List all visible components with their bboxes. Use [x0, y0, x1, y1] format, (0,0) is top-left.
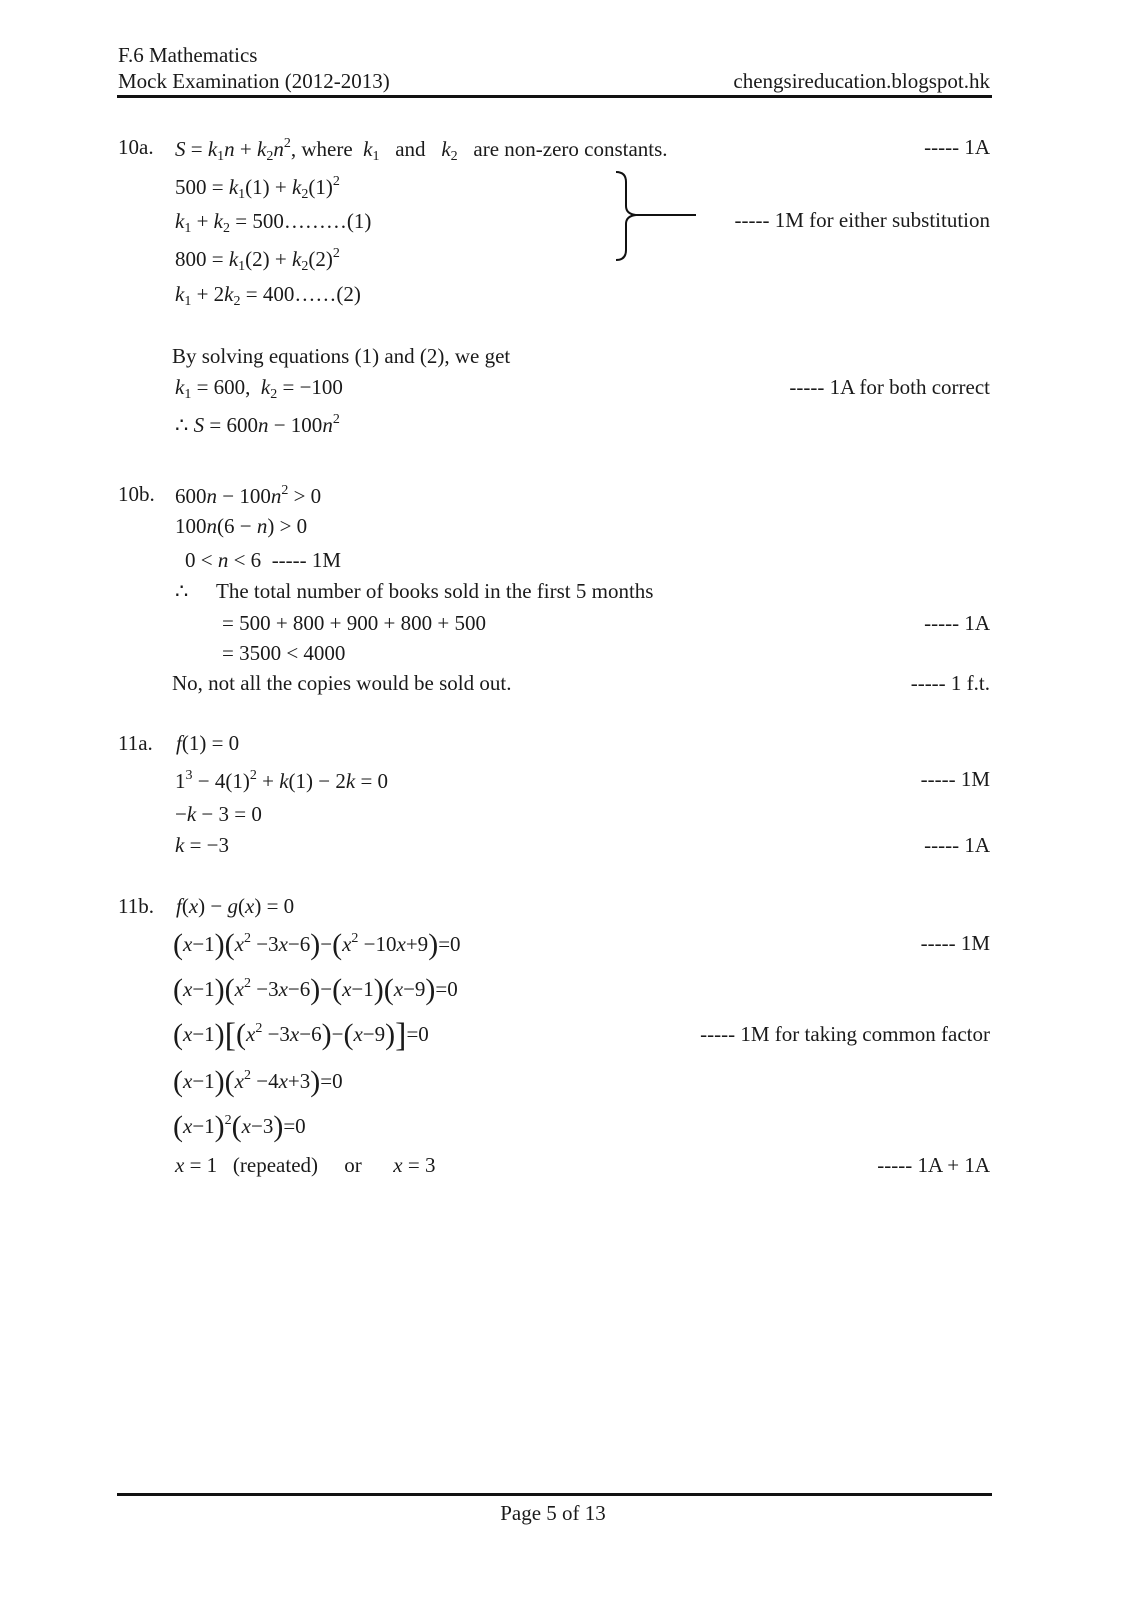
q11a-eq3: −k − 3 = 0 — [175, 802, 262, 826]
q10a-rest: are non-zero constants. — [473, 137, 668, 161]
q11b-repeated: (repeated) — [232, 1153, 319, 1177]
q10a-solving-text: By solving equations (1) and (2), we get — [172, 344, 511, 368]
q11a-mark-1m: ----- 1M — [920, 767, 990, 791]
q10a-label: 10a. — [118, 135, 154, 159]
q10a-where: , where — [290, 137, 353, 161]
q11b-eq3: $(x-1)(x^2 -3x-6)-(x-1)(x-9)=0$ — [173, 973, 458, 1006]
q11a-label: 11a. — [118, 731, 153, 755]
q11b-eq6: $(x-1)^2(x-3)=0$ — [173, 1110, 306, 1143]
q10b-mark-ft: ----- 1 f.t. — [910, 671, 990, 695]
q10b-conclusion: No, not all the copies would be sold out. — [172, 671, 512, 695]
q10a-formula: $S = k_1n + k_2n^2$, where $k_1$ and $k_2$ are non-zero constants. — [175, 136, 668, 164]
page-number: Page 5 of 13 — [500, 1501, 606, 1525]
q10a-eq1: $500 = k_1(1) + k_2(1)^2$ — [175, 174, 340, 202]
q10a-solution: $k_1 = 600$, $k_2 = -100$ — [175, 375, 343, 402]
q10a-mark-1a: ----- 1A — [924, 135, 990, 159]
header-rule — [117, 95, 992, 98]
q10b-inequality: $600n - 100n^2 > 0$ — [175, 483, 322, 508]
therefore-icon: ∴ — [175, 579, 189, 603]
q10b-range: 0 < n < 6 ----- 1M — [185, 548, 342, 572]
q10a-eq2: $k_1 + k_2$ = 500………(1) — [175, 209, 372, 236]
q11b-mark-final: ----- 1A + 1A — [877, 1153, 990, 1177]
q10a-mark-both: ----- 1A for both correct — [789, 375, 990, 399]
q11b-mark-1m: ----- 1M — [920, 931, 990, 955]
q10b-total-text: The total number of books sold in the first 5 months — [216, 579, 654, 603]
q10b-label: 10b. — [118, 482, 155, 506]
q10b-mark-1a: ----- 1A — [924, 611, 990, 635]
q11b-answer: x = 1 (repeated) or x = 3 — [175, 1153, 436, 1177]
q10a-eq3: $800 = k_1(2) + k_2(2)^2$ — [175, 246, 340, 274]
q11b-mark-common: ----- 1M for taking common factor — [700, 1022, 990, 1046]
q10b-factored: 100n(6 − n) > 0 — [175, 514, 308, 538]
q11b-eq4: $(x-1)[(x^2 -3x-6)-(x-9)]=0$ — [173, 1017, 429, 1054]
q11b-or: or — [344, 1153, 362, 1177]
q11a-eq2: $1^3 - 4(1)^2 + k(1) - 2k = 0$ — [175, 768, 389, 793]
q10a-and: and — [395, 137, 426, 161]
q11b-eq2: $(x-1)(x^2 -3x-6)-(x^2 -10x+9)=0$ — [173, 928, 461, 961]
q10b-total: = 3500 < 4000 — [222, 641, 346, 665]
exam-title: Mock Examination (2012-2013) — [118, 69, 390, 93]
q11a-eq1: f(1) = 0 — [176, 731, 240, 755]
right-brace-icon — [610, 168, 700, 264]
footer-rule — [117, 1493, 992, 1496]
q11b-label: 11b. — [118, 894, 154, 918]
q10a-mark-1m: ----- 1M for either substitution — [734, 208, 990, 232]
q11a-eq4: k = −3 — [175, 833, 230, 857]
q10a-eq4: $k_1 + 2k_2$ = 400……(2) — [175, 282, 361, 309]
q11b-eq1: f(x) − g(x) = 0 — [176, 894, 295, 918]
website-link[interactable]: chengsireducation.blogspot.hk — [733, 69, 990, 93]
course-title: F.6 Mathematics — [118, 43, 258, 67]
q10b-mark-1m: ----- 1M — [271, 548, 342, 572]
q10a-result: ∴ $S = 600n - 100n^2$ — [175, 412, 340, 437]
q11b-eq5: $(x-1)(x^2 -4x+3)=0$ — [173, 1065, 343, 1098]
q10b-sum: = 500 + 800 + 900 + 800 + 500 — [222, 611, 486, 635]
q11a-mark-1a: ----- 1A — [924, 833, 990, 857]
